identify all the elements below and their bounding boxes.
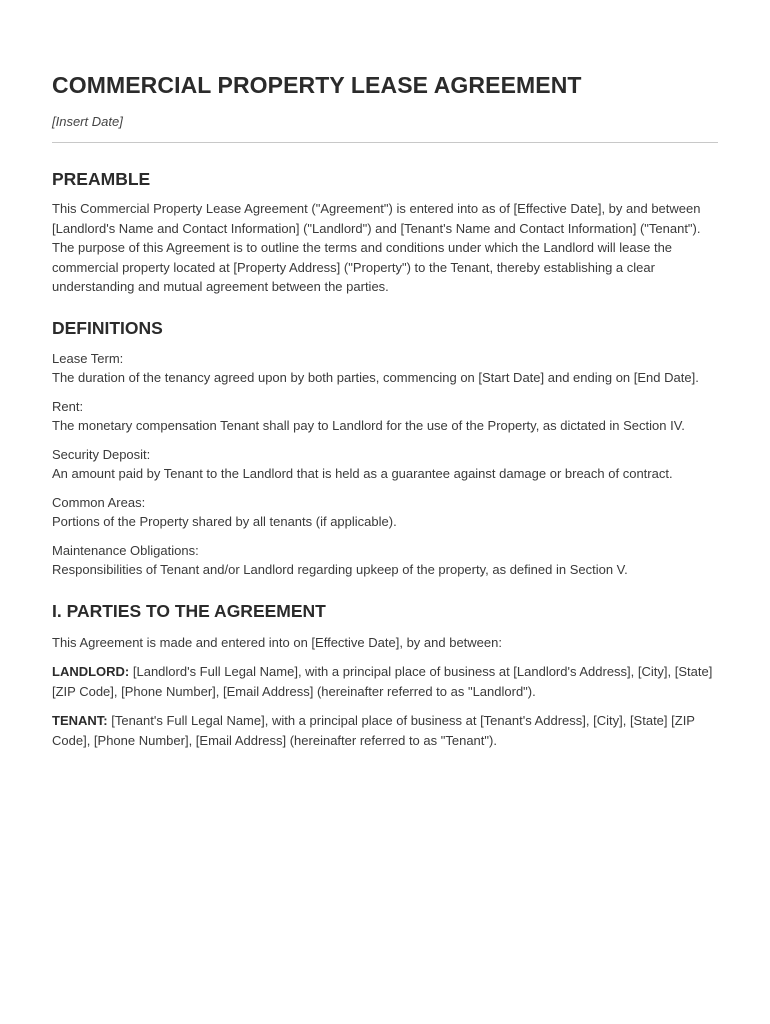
document-title: COMMERCIAL PROPERTY LEASE AGREEMENT (52, 72, 582, 98)
definition-description: The duration of the tenancy agreed upon by both parties, commencing on [Start Date] and ending on [End Date]. (52, 370, 699, 385)
definitions-list (52, 349, 718, 580)
definition-item-rent (52, 397, 718, 436)
definition-term: Maintenance Obligations: (52, 542, 199, 558)
tenant-text: [Tenant's Full Legal Name], with a principal place of business at [Tenant's Address], [City], [State] [ZIP Code], [Phone Number], [Email Address] (hereinafter referred to as "Tenant"). (52, 713, 695, 748)
preamble-heading: PREAMBLE (52, 169, 151, 189)
landlord-text: [Landlord's Full Legal Name], with a principal place of business at [Landlord's Address], [City], [State] [ZIP Code], [Phone Number], [Email Address] (hereinafter referred to as "Landlord"). (52, 664, 713, 699)
document-date: [Insert Date] (52, 114, 123, 129)
definition-item-security-deposit (52, 445, 718, 484)
landlord-clause (52, 662, 718, 701)
definition-description: The monetary compensation Tenant shall pay to Landlord for the use of the Property, as dictated in Section IV. (52, 418, 685, 433)
preamble-text: This Commercial Property Lease Agreement ("Agreement") is entered into as of [Effective Date], by and between [Landlord's Name and Contact Information] ("Landlord") and [Tenant's Name and Contact Information] ("Tenant"). The purpose of this Agreement is to outline the terms and conditions under which the Landlord will lease the commercial property located at [Property Address] ("Property") to the Tenant, thereby establishing a clear understanding and mutual agreement between the parties. (52, 201, 701, 294)
tenant-clause (52, 711, 718, 750)
definition-description: Portions of the Property shared by all tenants (if applicable). (52, 514, 397, 529)
landlord-label: LANDLORD: (52, 664, 130, 679)
tenant-label: TENANT: (52, 713, 108, 728)
definition-term: Rent: (52, 398, 84, 414)
parties-heading: I. PARTIES TO THE AGREEMENT (52, 600, 326, 621)
parties-intro: This Agreement is made and entered into on [Effective Date], by and between: (52, 634, 502, 650)
title-divider (52, 142, 718, 143)
definition-term: Common Areas: (52, 494, 146, 510)
definition-term: Security Deposit: (52, 446, 151, 462)
definition-item-common-areas (52, 493, 718, 532)
definition-item-lease-term (52, 349, 718, 388)
definition-description: An amount paid by Tenant to the Landlord that is held as a guarantee against damage or breach of contract. (52, 466, 673, 481)
definition-item-maintenance-obligations (52, 541, 718, 580)
definition-term: Lease Term: (52, 350, 124, 366)
definitions-heading: DEFINITIONS (52, 317, 163, 338)
definition-description: Responsibilities of Tenant and/or Landlord regarding upkeep of the property, as defined in Section V. (52, 562, 628, 577)
